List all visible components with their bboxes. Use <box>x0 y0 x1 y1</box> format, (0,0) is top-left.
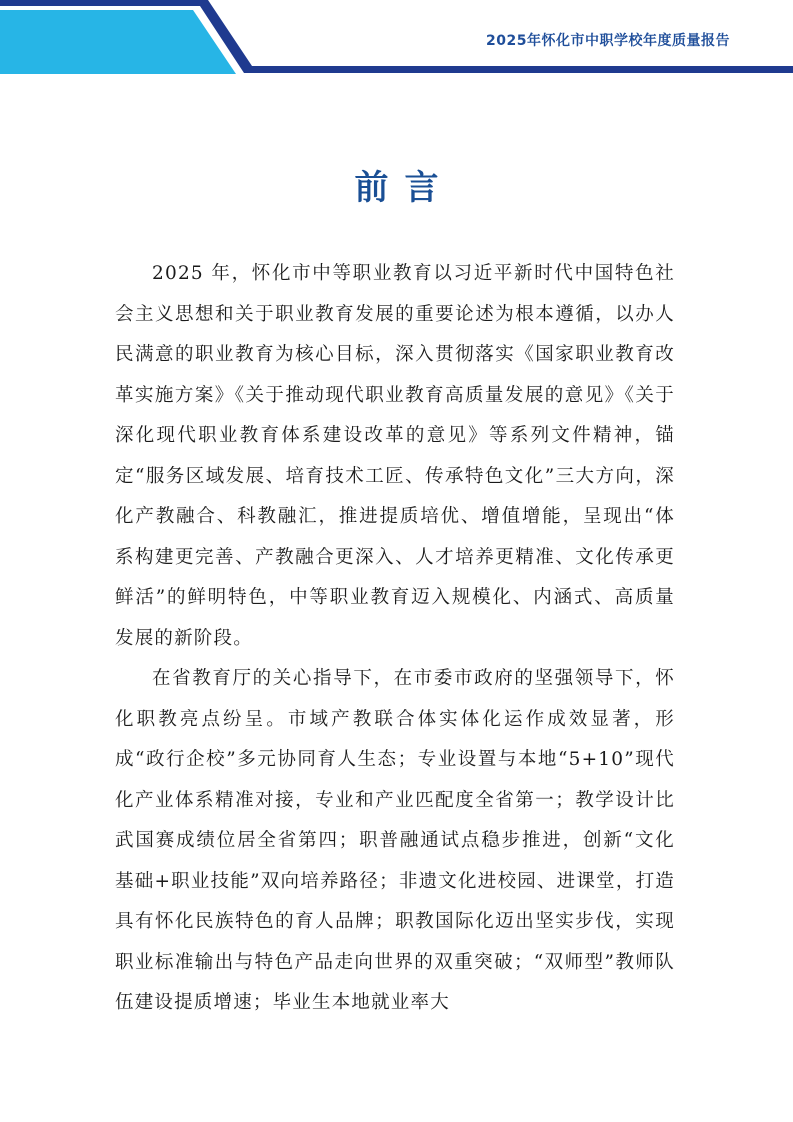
report-header-title: 2025年怀化市中职学校年度质量报告 <box>486 33 730 49</box>
document-body <box>115 254 675 1024</box>
paragraph: 2025 年，怀化市中等职业教育以习近平新时代中国特色社会主义思想和关于职业教育发展的重要论述为根本遵循，以办人民满意的职业教育为核心目标，深入贯彻落实《国家职业教育改革实施方案》《关于推动现代职业教育高质量发展的意见》《关于深化现代职业教育体系建设改革的意见》等系列文件精神，锚定“服务区域发展、培育技术工匠、传承特色文化”三大方向，深化产教融合、科教融汇，推进提质培优、增值增能，呈现出“体系构建更完善、产教融合更深入、人才培养更精准、文化传承更鲜活”的鲜明特色，中等职业教育迈入规模化、内涵式、高质量发展的新阶段。 <box>115 263 675 649</box>
paragraph: 在省教育厅的关心指导下，在市委市政府的坚强领导下，怀化职教亮点纷呈。市域产教联合体实体化运作成效显著，形成“政行企校”多元协同育人生态；专业设置与本地“5+10”现代化产业体系精准对接，专业和产业匹配度全省第一；教学设计比武国赛成绩位居全省第四；职普融通试点稳步推进，创新“文化基础+职业技能”双向培养路径；非遗文化进校园、进课堂，打造具有怀化民族特色的育人品牌；职教国际化迈出坚实步伐，实现职业标准输出与特色产品走向世界的双重突破；“双师型”教师队伍建设提质增速；毕业生本地就业率大 <box>115 668 675 1013</box>
header-cyan-band <box>0 10 236 74</box>
page-title: 前言 <box>354 168 455 208</box>
